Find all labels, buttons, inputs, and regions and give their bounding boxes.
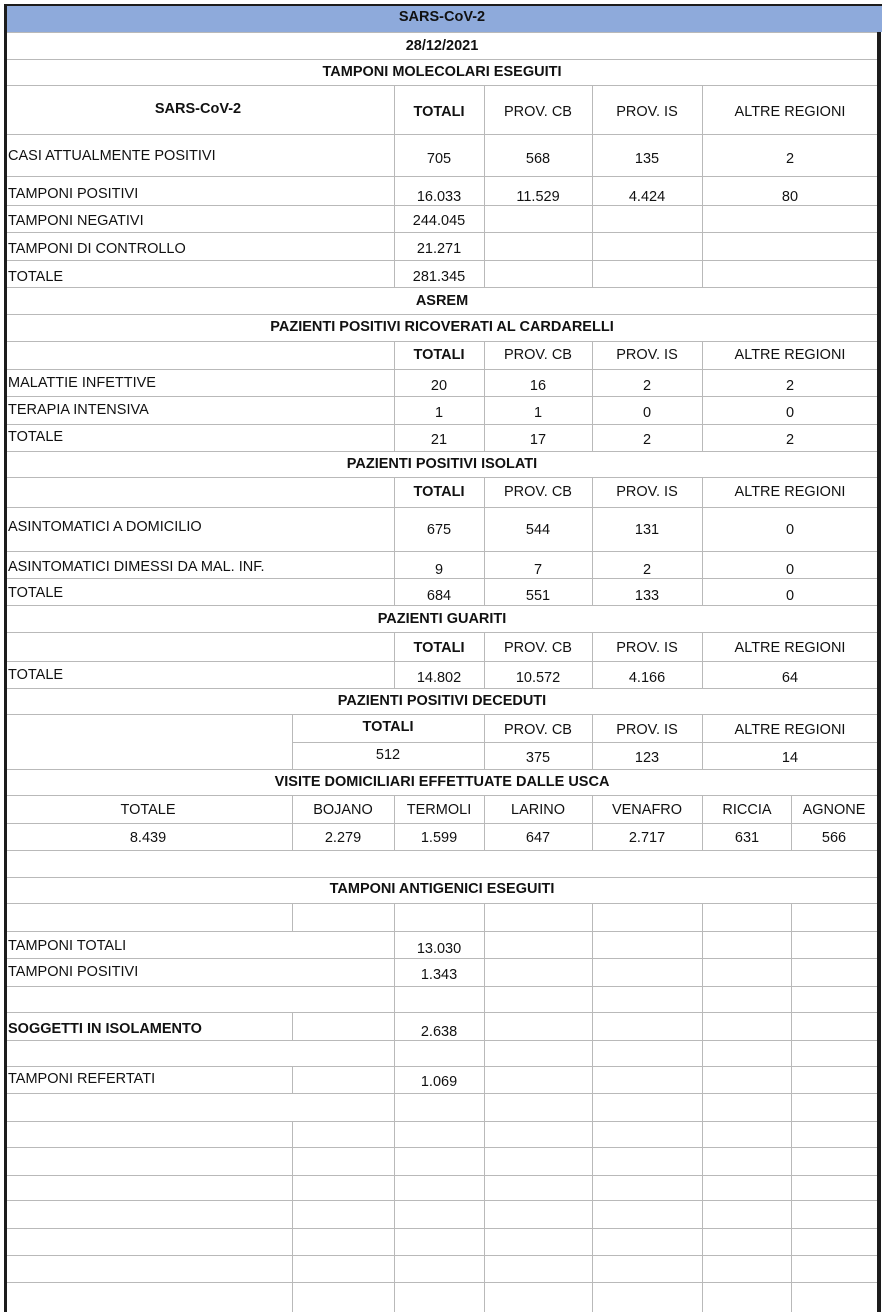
- cell-value: 647: [525, 830, 551, 846]
- column-header: PROV. CB: [504, 104, 572, 120]
- gridline-h: [4, 287, 877, 288]
- column-header: TOTALI: [413, 104, 465, 120]
- gridline-h: [4, 134, 877, 135]
- cell-value: 17: [529, 432, 547, 448]
- cell-value: 2: [785, 151, 795, 167]
- column-header: TOTALI: [413, 640, 465, 656]
- cell-value: 375: [525, 750, 551, 766]
- gridline-v: [394, 477, 395, 605]
- gridline-v: [592, 85, 593, 287]
- gridline-v: [702, 903, 703, 1312]
- gridline-v: [791, 795, 792, 850]
- cell-value: 11.529: [516, 189, 560, 205]
- column-header: VENAFRO: [611, 802, 683, 818]
- table-border: [4, 4, 882, 6]
- gridline-v: [292, 795, 293, 850]
- gridline-h: [4, 661, 877, 662]
- gridline-h: [4, 232, 877, 233]
- column-header: ALTRE REGIONI: [734, 347, 846, 363]
- cell-value: 1: [434, 405, 444, 421]
- gridline-h: [4, 931, 877, 932]
- column-header: PROV. IS: [616, 484, 678, 500]
- row-label: TERAPIA INTENSIVA: [8, 402, 149, 418]
- cell-value: 2.717: [628, 830, 666, 846]
- asrem-title: ASREM: [415, 293, 469, 309]
- cell-value: 0: [785, 522, 795, 538]
- gridline-v: [484, 341, 485, 451]
- gridline-h: [4, 632, 877, 633]
- gridline-h: [4, 369, 877, 370]
- column-header: PROV. CB: [504, 640, 572, 656]
- gridline-v: [702, 477, 703, 605]
- gridline-v: [702, 714, 703, 769]
- gridline-v: [292, 714, 293, 769]
- gridline-h: [4, 688, 877, 689]
- cell-value: 8.439: [129, 830, 167, 846]
- row-label: ASINTOMATICI A DOMICILIO: [8, 519, 202, 535]
- row-label: TOTALE: [8, 269, 64, 285]
- gridline-h: [4, 1012, 877, 1013]
- column-header: TOTALI: [413, 484, 465, 500]
- cell-value: 16: [529, 378, 547, 394]
- cell-value: 551: [525, 588, 551, 604]
- cell-value: 10.572: [515, 670, 561, 686]
- gridline-v: [292, 903, 293, 931]
- section-title-usca: VISITE DOMICILIARI EFFETTUATE DALLE USCA: [274, 774, 610, 790]
- gridline-v: [592, 795, 593, 850]
- cell-value: 0: [785, 588, 795, 604]
- gridline-h: [4, 451, 877, 452]
- gridline-v: [394, 903, 395, 1312]
- row-label: MALATTIE INFETTIVE: [8, 375, 156, 391]
- gridline-h: [4, 1093, 877, 1094]
- gridline-v: [292, 1121, 293, 1312]
- column-header: PROV. CB: [504, 484, 572, 500]
- cell-value: 1: [533, 405, 543, 421]
- gridline-h: [4, 823, 877, 824]
- gridline-v: [592, 341, 593, 451]
- gridline-v: [484, 714, 485, 769]
- cell-value: 131: [634, 522, 660, 538]
- cell-value: 2.638: [420, 1024, 458, 1040]
- cell-value: 2: [642, 432, 652, 448]
- gridline-v: [394, 341, 395, 451]
- column-header: PROV. IS: [616, 104, 678, 120]
- cell-value: 566: [821, 830, 847, 846]
- gridline-h: [4, 59, 877, 60]
- gridline-h: [4, 795, 877, 796]
- gridline-v: [702, 795, 703, 850]
- gridline-v: [394, 85, 395, 287]
- cell-value: 244.045: [412, 213, 466, 229]
- cell-value: 123: [634, 750, 660, 766]
- gridline-h: [4, 769, 877, 770]
- cell-value: 1.069: [420, 1074, 458, 1090]
- cell-value: 568: [525, 151, 551, 167]
- table-corner-label: SARS-CoV-2: [154, 101, 242, 117]
- report-date: 28/12/2021: [405, 38, 479, 54]
- column-header: RICCIA: [722, 802, 772, 818]
- gridline-v: [791, 903, 792, 1312]
- row-label: ASINTOMATICI DIMESSI DA MAL. INF.: [8, 559, 265, 575]
- cell-value: 4.166: [628, 670, 666, 686]
- gridline-v: [702, 341, 703, 451]
- column-header: PROV. CB: [504, 722, 572, 738]
- row-label: TOTALE: [8, 429, 64, 445]
- cell-value: 4.424: [628, 189, 666, 205]
- column-header: ALTRE REGIONI: [734, 640, 846, 656]
- row-label: SOGGETTI IN ISOLAMENTO: [8, 1021, 202, 1037]
- section-title-antigenici: TAMPONI ANTIGENICI ESEGUITI: [329, 881, 555, 897]
- table-border: [877, 32, 881, 1312]
- gridline-h: [4, 714, 877, 715]
- cell-value: 2.279: [324, 830, 362, 846]
- gridline-h: [4, 314, 877, 315]
- gridline-h: [4, 1282, 877, 1283]
- gridline-v: [484, 795, 485, 850]
- cell-value: 0: [642, 405, 652, 421]
- column-header: PROV. IS: [616, 347, 678, 363]
- gridline-h: [4, 958, 877, 959]
- column-header: TOTALE: [120, 802, 176, 818]
- column-header: PROV. IS: [616, 722, 678, 738]
- cell-value: 1.599: [420, 830, 458, 846]
- gridline-h: [4, 424, 877, 425]
- section-title-molecolari: TAMPONI MOLECOLARI ESEGUITI: [322, 64, 562, 80]
- gridline-h: [4, 176, 877, 177]
- column-header: LARINO: [511, 802, 565, 818]
- row-label: TAMPONI POSITIVI: [8, 964, 139, 980]
- section-title-ricoverati: PAZIENTI POSITIVI RICOVERATI AL CARDARELLI: [270, 319, 614, 335]
- cell-value: 705: [426, 151, 452, 167]
- gridline-h: [4, 341, 877, 342]
- column-header: PROV. IS: [616, 640, 678, 656]
- row-label: TOTALE: [8, 667, 64, 683]
- gridline-v: [592, 632, 593, 688]
- gridline-h: [4, 396, 877, 397]
- gridline-h: [4, 1175, 877, 1176]
- gridline-h: [4, 903, 877, 904]
- gridline-h: [4, 850, 877, 851]
- cell-value: 2: [642, 378, 652, 394]
- cell-value: 684: [426, 588, 452, 604]
- row-label: TAMPONI TOTALI: [8, 938, 127, 954]
- gridline-h: [4, 877, 877, 878]
- row-label: CASI ATTUALMENTE POSITIVI: [8, 148, 216, 164]
- cell-value: 21.271: [416, 241, 462, 257]
- section-title-guariti: PAZIENTI GUARITI: [377, 611, 507, 627]
- gridline-h: [4, 551, 877, 552]
- column-header: BOJANO: [313, 802, 373, 818]
- gridline-h: [4, 605, 877, 606]
- cell-value: 2: [785, 432, 795, 448]
- cell-value: 20: [430, 378, 448, 394]
- column-header: ALTRE REGIONI: [734, 484, 846, 500]
- cell-value: 0: [785, 405, 795, 421]
- cell-value: 675: [426, 522, 452, 538]
- section-title-isolati: PAZIENTI POSITIVI ISOLATI: [346, 456, 538, 472]
- column-header: ALTRE REGIONI: [734, 722, 846, 738]
- gridline-v: [394, 632, 395, 688]
- cell-value: 631: [734, 830, 760, 846]
- cell-value: 13.030: [416, 941, 462, 957]
- gridline-h: [4, 32, 877, 33]
- cell-value: 7: [533, 562, 543, 578]
- cell-value: 133: [634, 588, 660, 604]
- gridline-h: [4, 205, 877, 206]
- cell-value: 2: [785, 378, 795, 394]
- row-label: TAMPONI NEGATIVI: [8, 213, 144, 229]
- gridline-h: [292, 742, 877, 743]
- cell-value: 544: [525, 522, 551, 538]
- cell-value: 1.343: [420, 967, 458, 983]
- cell-value: 2: [642, 562, 652, 578]
- row-label: TAMPONI POSITIVI: [8, 186, 139, 202]
- cell-value: 21: [430, 432, 448, 448]
- cell-value: 0: [785, 562, 795, 578]
- column-header: TERMOLI: [406, 802, 472, 818]
- gridline-h: [4, 578, 877, 579]
- gridline-v: [484, 85, 485, 287]
- gridline-h: [4, 1255, 877, 1256]
- gridline-h: [4, 260, 877, 261]
- page-title: SARS-CoV-2: [398, 9, 486, 25]
- cell-value: 64: [781, 670, 799, 686]
- column-header: AGNONE: [802, 802, 866, 818]
- cell-value: 14: [781, 750, 799, 766]
- gridline-h: [4, 477, 877, 478]
- cell-value: 9: [434, 562, 444, 578]
- column-header: ALTRE REGIONI: [734, 104, 846, 120]
- gridline-h: [4, 85, 877, 86]
- cell-value: 281.345: [412, 269, 466, 285]
- cell-value: 80: [781, 189, 799, 205]
- gridline-v: [702, 85, 703, 287]
- gridline-v: [292, 1066, 293, 1093]
- gridline-h: [4, 507, 877, 508]
- cell-value: 512: [375, 747, 401, 763]
- section-title-deceduti: PAZIENTI POSITIVI DECEDUTI: [337, 693, 547, 709]
- gridline-v: [592, 477, 593, 605]
- gridline-v: [484, 903, 485, 1312]
- gridline-h: [4, 1121, 877, 1122]
- table-border: [4, 4, 7, 1312]
- row-label: TOTALE: [8, 585, 64, 601]
- gridline-v: [592, 903, 593, 1312]
- cell-value: 14.802: [416, 670, 462, 686]
- cell-value: 16.033: [416, 189, 462, 205]
- gridline-v: [702, 632, 703, 688]
- gridline-v: [484, 632, 485, 688]
- gridline-v: [592, 714, 593, 769]
- column-header: PROV. CB: [504, 347, 572, 363]
- gridline-h: [4, 1147, 877, 1148]
- gridline-v: [292, 1012, 293, 1040]
- gridline-h: [4, 1228, 877, 1229]
- row-label: TAMPONI REFERTATI: [8, 1071, 156, 1087]
- cell-value: 135: [634, 151, 660, 167]
- gridline-v: [394, 795, 395, 850]
- row-label: TAMPONI DI CONTROLLO: [8, 241, 186, 257]
- gridline-h: [4, 986, 877, 987]
- column-header: TOTALI: [362, 719, 414, 735]
- gridline-h: [4, 1200, 877, 1201]
- gridline-h: [4, 1066, 877, 1067]
- column-header: TOTALI: [413, 347, 465, 363]
- gridline-v: [484, 477, 485, 605]
